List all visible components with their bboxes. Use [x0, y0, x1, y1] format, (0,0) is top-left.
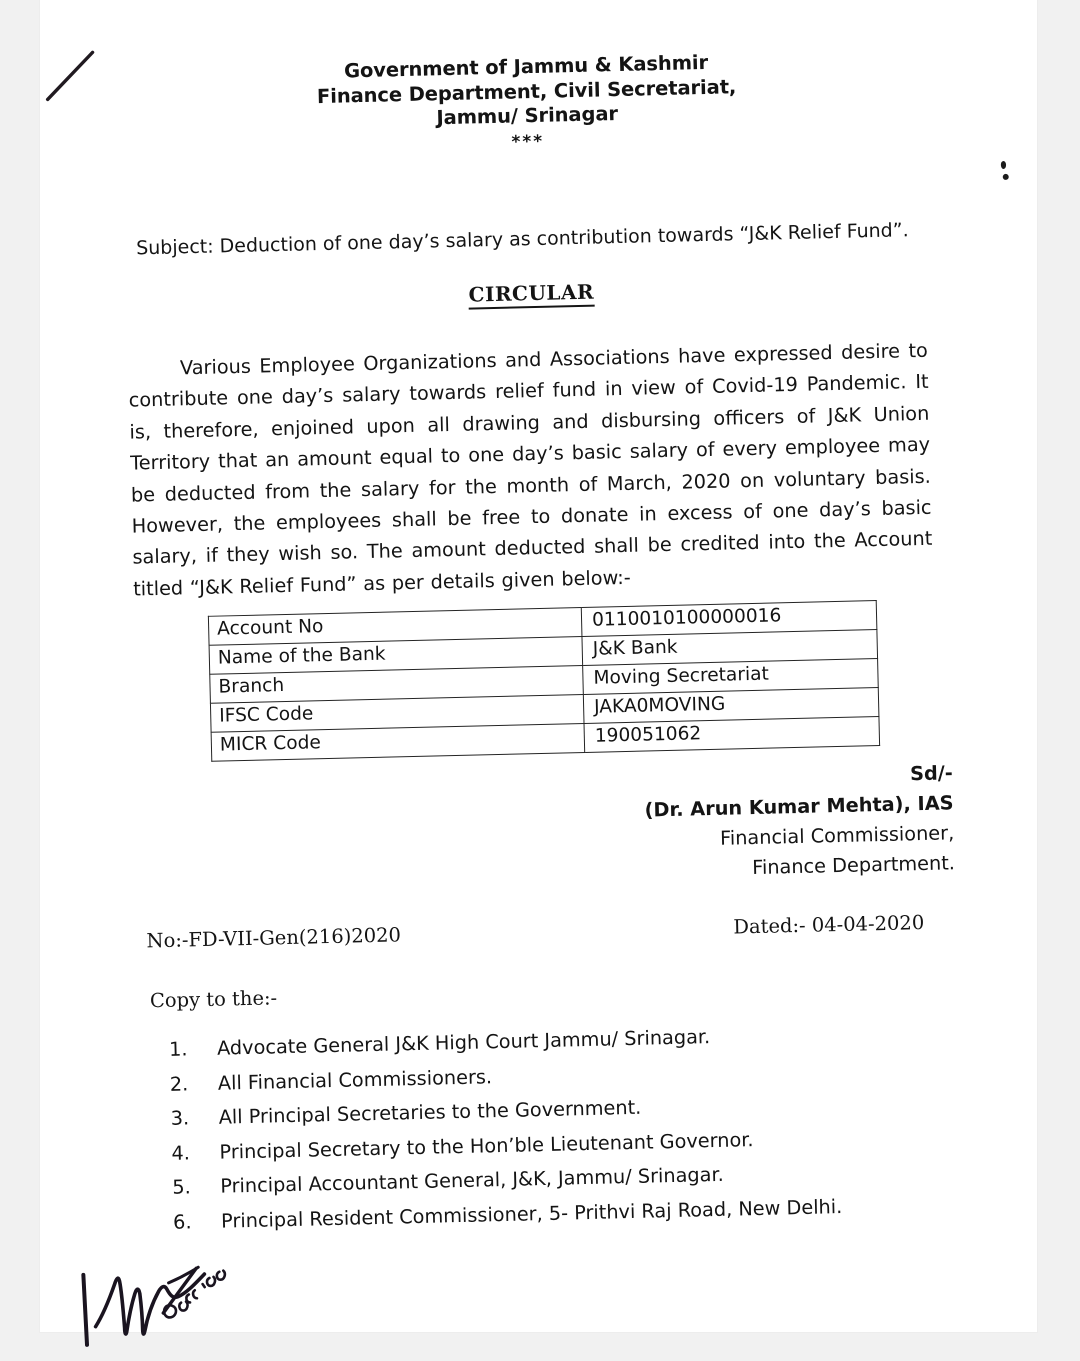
- copy-to-label: Copy to the:-: [149, 986, 278, 1013]
- table-cell-value: Moving Secretariat: [583, 659, 879, 695]
- body-paragraph: Various Employee Organizations and Associations have expressed desire to contribute one day’s salary towards relief fund in view of Covid-19 Pandemic. It is, therefore, enjoined upon all drawing and disbursing officers of J&K Union Territory that an amount equal to one day’s basic salary of every employee may be deducted from the salary for the month of March, 2020 on voluntary basis. However, the employees shall be free to donate in excess of one day’s basic salary, if they wish so. The amount deducted shall be credited into the Account titled “J&K Relief Fund” as per details given below:-: [128, 338, 933, 601]
- circular-heading-text: CIRCULAR: [468, 280, 594, 310]
- bank-details-table: [208, 600, 880, 762]
- distribution-list: [169, 1014, 974, 1240]
- circular-heading: [0, 268, 1071, 317]
- letterhead-line-government: Government of Jammu & Kashmir: [343, 50, 709, 83]
- letterhead-line-location: Jammu/ Srinagar: [436, 102, 619, 130]
- signature-department: Finance Department.: [751, 851, 956, 880]
- list-item-text: Principal Resident Commissioner, 5- Prithvi Raj Road, New Delhi.: [220, 1195, 843, 1233]
- list-item-text: Advocate General J&K High Court Jammu/ Srinagar.: [216, 1025, 711, 1060]
- list-item-number: 2.: [169, 1072, 189, 1096]
- reference-number: No:-FD-VII-Gen(216)2020: [146, 923, 402, 953]
- list-item-number: 5.: [172, 1175, 192, 1200]
- table-cell-label: Branch: [210, 665, 584, 703]
- ink-speck-icon: [994, 157, 1017, 186]
- list-item-text: Principal Accountant General, J&K, Jammu/ Srinagar.: [220, 1163, 724, 1199]
- reference-date: Dated:- 04-04-2020: [733, 911, 925, 939]
- subject-line: Subject: Deduction of one day’s salary as contribution towards “J&K Relief Fund”.: [135, 219, 909, 260]
- list-item-text: Principal Secretary to the Hon’ble Lieutenant Governor.: [219, 1127, 754, 1164]
- list-item-number: 4.: [171, 1141, 191, 1165]
- table-cell-value: 0110010100000016: [581, 601, 877, 637]
- table-cell-label: Account No: [208, 608, 582, 646]
- signature-name: (Dr. Arun Kumar Mehta), IAS: [644, 791, 954, 822]
- list-item-number: 1.: [168, 1037, 188, 1061]
- pen-stroke-mark-icon: [43, 48, 98, 103]
- list-item-text: All Financial Commissioners.: [217, 1064, 493, 1095]
- list-item-number: 3.: [170, 1106, 190, 1131]
- reference-row: [146, 910, 966, 955]
- list-item-text: All Principal Secretaries to the Government.: [218, 1095, 642, 1129]
- signature-block: [463, 758, 956, 890]
- table-cell-value: 190051062: [584, 717, 880, 753]
- list-item-number: 6.: [172, 1210, 192, 1234]
- table-cell-value: J&K Bank: [582, 630, 878, 666]
- letterhead-line-department: Finance Department, Civil Secretariat,: [316, 74, 737, 108]
- table-cell-label: MICR Code: [211, 723, 585, 761]
- signature-sd-label: Sd/-: [909, 761, 954, 786]
- letterhead: [0, 42, 1068, 166]
- signature-designation: Financial Commissioner,: [719, 821, 955, 850]
- table-cell-value: JAKA0MOVING: [583, 688, 879, 724]
- handwritten-signature-icon: [76, 1245, 268, 1349]
- letterhead-ornament: ***: [511, 131, 545, 153]
- table-cell-label: IFSC Code: [210, 694, 584, 732]
- table-cell-label: Name of the Bank: [209, 637, 583, 675]
